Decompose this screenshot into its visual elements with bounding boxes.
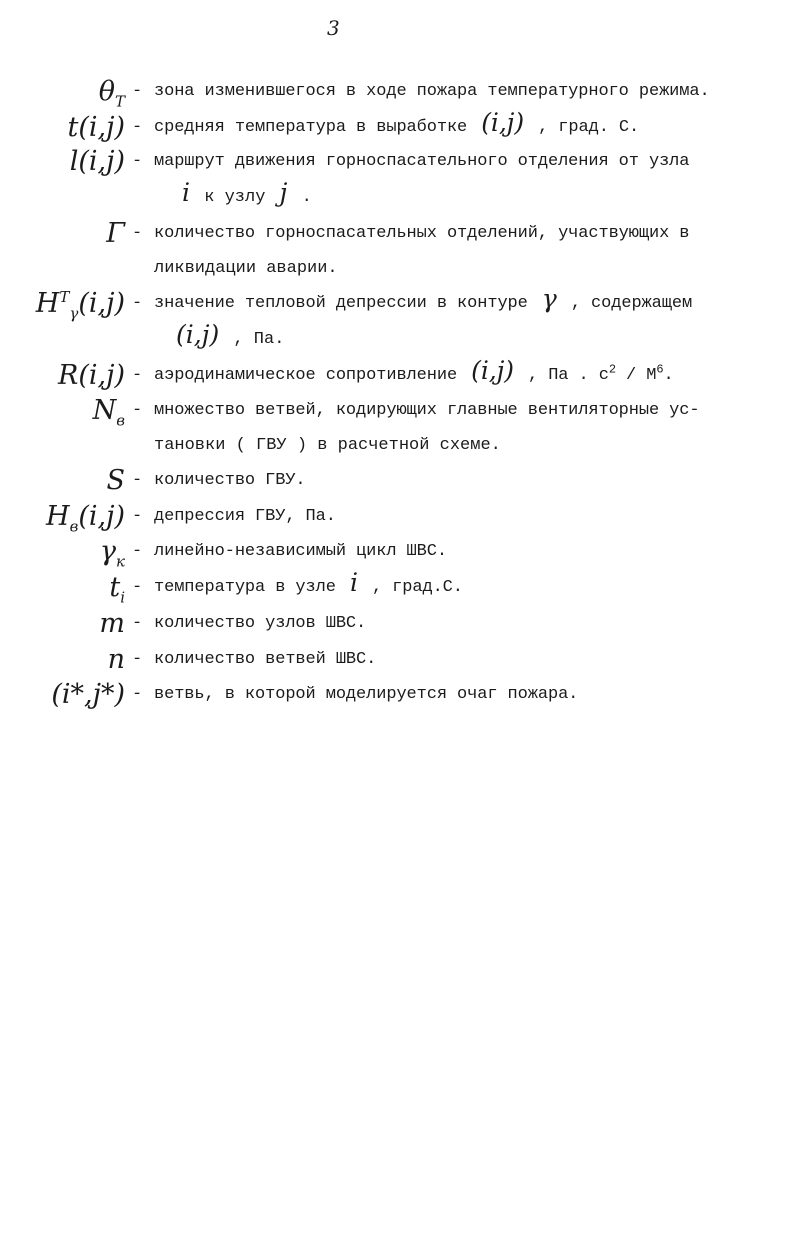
dash: - [132,82,143,101]
definition-text: средняя температура в выработке (i,j) , град. С. [154,108,640,137]
symbol: S [106,465,125,496]
dash: - [132,152,143,171]
symbol: $t_i$ [109,572,125,607]
symbol: R(i,j) [58,360,125,391]
definition-resistance [0,356,799,392]
dash: - [132,542,143,561]
symbol: $N_в$ [92,395,125,430]
definition-l-ij [0,146,799,178]
dash: - [132,294,143,313]
symbol: $\theta_T$ [98,76,125,111]
definition-main-fans [0,395,799,430]
symbol: (i*,j*) [51,679,125,710]
symbol: t(i,j) [67,112,125,143]
definition-continuation: ликвидации аварии. [154,259,338,278]
dash: - [132,118,143,137]
definition-continuation: i к узлу j . [182,178,312,207]
definition-text: ветвь, в которой моделируется очаг пожара. [154,685,579,704]
dash: - [132,578,143,597]
definition-text: количество ГВУ. [154,471,306,490]
page-number: 3 [327,16,340,40]
definition-text: количество ветвей ШВС. [154,650,377,669]
symbol: $H_в(i,j)$ [46,501,125,536]
definition-theta-t [0,76,799,111]
definition-node-count [0,608,799,640]
definition-text: множество ветвей, кодирующих главные вентиляторные ус- [154,401,700,420]
dash: - [132,650,143,669]
definition-continuation: тановки ( ГВУ ) в расчетной схеме. [154,436,501,455]
symbol: Γ [106,218,125,249]
dash: - [132,507,143,526]
symbol: m [99,608,125,639]
definition-text: количество горноспасательных отделений, участвующих в [154,224,690,243]
dash: - [132,401,143,420]
definition-text: маршрут движения горноспасательного отделения от узла [154,152,690,171]
dash: - [132,224,143,243]
definition-text: линейно-независимый цикл ШВС. [154,542,447,561]
definition-text: депрессия ГВУ, Па. [154,507,336,526]
definition-branch-count [0,644,799,676]
definition-text: аэродинамическое сопротивление (i,j) , Па . $с^2 / М^6$. [154,356,674,385]
definition-text: температура в узле i , град.С. [154,568,463,597]
definition-text: зона изменившегося в ходе пожара температурного режима. [154,82,710,101]
dash: - [132,614,143,633]
definition-fire-branch [0,679,799,711]
symbol: $\gamma_к$ [99,536,125,571]
definition-text: количество узлов ШВС. [154,614,367,633]
definition-node-temperature [0,568,799,607]
dash: - [132,471,143,490]
definition-continuation: (i,j) , Па. [176,320,285,349]
symbol: $H^T_\gamma(i,j)$ [35,288,125,323]
symbol: n [107,644,125,675]
dash: - [132,366,143,385]
definition-gamma [0,218,799,250]
definition-fan-count [0,465,799,497]
definition-cycle [0,536,799,571]
definition-fan-depression [0,501,799,536]
symbol: l(i,j) [69,146,125,177]
definition-t-ij [0,108,799,144]
definition-thermal-depression [0,284,799,323]
dash: - [132,685,143,704]
definition-text: значение тепловой депрессии в контуре γ , содержащем [154,284,693,313]
